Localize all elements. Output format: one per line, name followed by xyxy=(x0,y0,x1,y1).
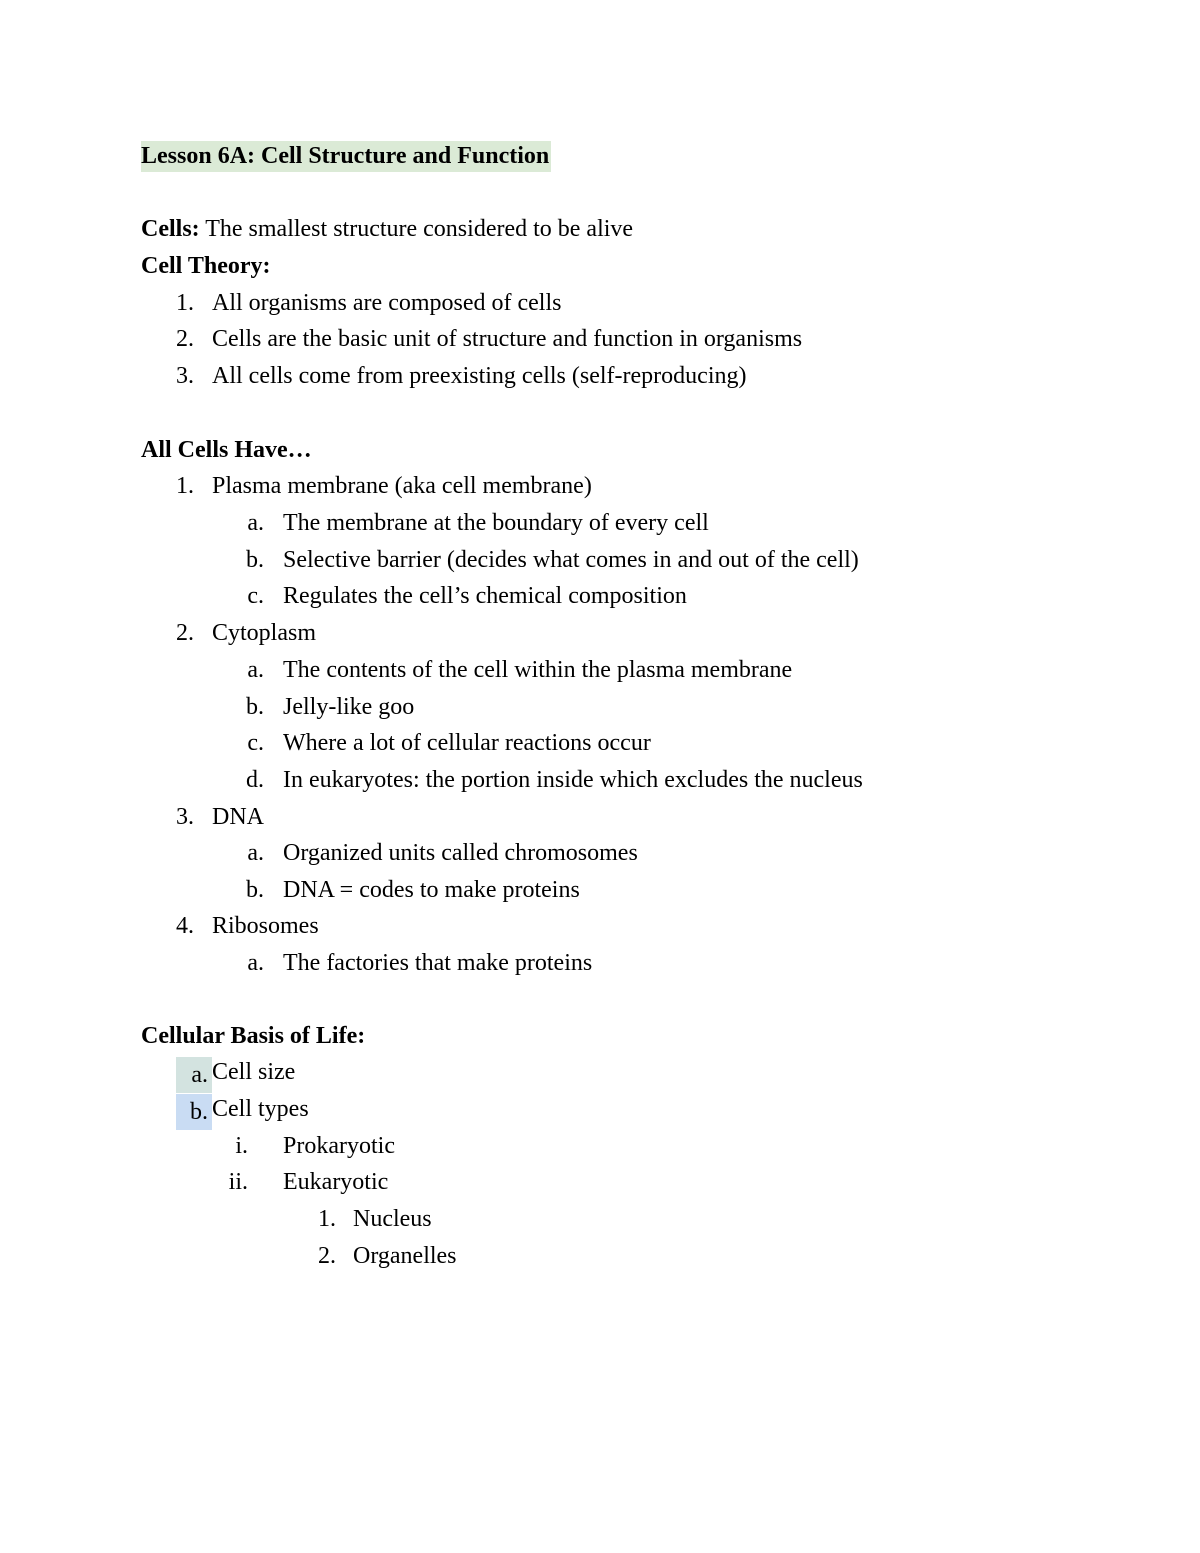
cells-definition xyxy=(141,214,633,244)
highlighted-marker: b. xyxy=(176,1094,212,1130)
cellular-basis-heading: Cellular Basis of Life: xyxy=(141,1023,366,1049)
sublist-marker: b. xyxy=(246,877,264,903)
list-marker: 4. xyxy=(176,913,194,939)
list-item: Ribosomes xyxy=(212,913,319,939)
list-marker: 2. xyxy=(176,620,194,646)
list-marker: 3. xyxy=(176,804,194,830)
all-cells-heading: All Cells Have… xyxy=(141,437,312,463)
list-marker: 3. xyxy=(176,363,194,389)
sublist-marker: a. xyxy=(247,950,264,976)
sublist-marker: b. xyxy=(246,694,264,720)
roman-marker: i. xyxy=(235,1133,248,1159)
sublist-item: DNA = codes to make proteins xyxy=(283,877,580,903)
sublist-item: Eukaryotic xyxy=(283,1169,389,1195)
sublist-item: Where a lot of cellular reactions occur xyxy=(283,730,651,756)
sublist-item: The contents of the cell within the plasma membrane xyxy=(283,657,793,683)
sublist-item: The membrane at the boundary of every cell xyxy=(283,510,709,536)
nested-list-item: Organelles xyxy=(353,1243,457,1269)
list-item: All organisms are composed of cells xyxy=(212,290,562,316)
sublist-item: Prokaryotic xyxy=(283,1133,395,1159)
list-item: All cells come from preexisting cells (self-reproducing) xyxy=(212,363,747,389)
list-marker: 1. xyxy=(176,473,194,499)
cells-term: Cells: xyxy=(141,216,200,242)
cell-theory-heading: Cell Theory: xyxy=(141,253,271,279)
sublist-marker: d. xyxy=(246,767,264,793)
sublist-marker: a. xyxy=(247,510,264,536)
list-marker: 2. xyxy=(176,326,194,352)
list-marker: 1. xyxy=(176,290,194,316)
list-item: Plasma membrane (aka cell membrane) xyxy=(212,473,592,499)
sublist-marker: c. xyxy=(247,730,264,756)
sublist-marker: b. xyxy=(246,547,264,573)
sublist-marker: a. xyxy=(247,657,264,683)
sublist-item: Organized units called chromosomes xyxy=(283,840,638,866)
title-highlight: Lesson 6A: Cell Structure and Function xyxy=(141,141,551,172)
sublist-item: In eukaryotes: the portion inside which excludes the nucleus xyxy=(283,767,863,793)
sublist-item: Selective barrier (decides what comes in and out of the cell) xyxy=(283,547,859,573)
list-item: Cytoplasm xyxy=(212,620,317,646)
list-item: Cell types xyxy=(212,1096,309,1122)
sublist-item: Jelly-like goo xyxy=(283,694,415,720)
page-title xyxy=(141,141,551,171)
sublist-marker: a. xyxy=(247,840,264,866)
cells-definition-text: The smallest structure considered to be alive xyxy=(199,216,634,242)
list-marker: 2. xyxy=(318,1243,336,1269)
sublist-marker: c. xyxy=(247,583,264,609)
roman-marker: ii. xyxy=(228,1169,248,1195)
sublist-item: Regulates the cell’s chemical composition xyxy=(283,583,687,609)
list-item: Cells are the basic unit of structure and function in organisms xyxy=(212,326,803,352)
nested-list-item: Nucleus xyxy=(353,1206,432,1232)
list-item: Cell size xyxy=(212,1059,296,1085)
sublist-item: The factories that make proteins xyxy=(283,950,593,976)
list-item: DNA xyxy=(212,804,264,830)
list-marker: 1. xyxy=(318,1206,336,1232)
highlighted-marker: a. xyxy=(176,1057,212,1093)
